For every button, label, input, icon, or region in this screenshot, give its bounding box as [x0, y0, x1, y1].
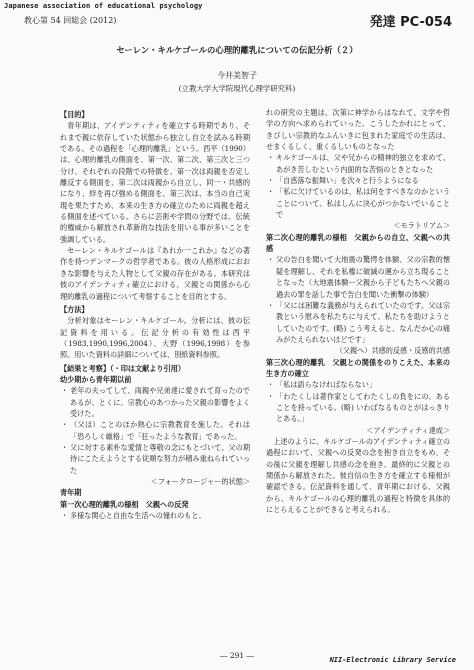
- bullet-text: 「私に欠けているのは、私は何をすべきなのかということについて、私はしんに決心がつかないでいることで: [276, 187, 450, 220]
- page-number: ― 291 ―: [219, 651, 255, 660]
- presentation-code: 発達 PC-054: [369, 15, 452, 30]
- section-heading: 【方法】: [60, 304, 89, 314]
- bullet-dot-icon: ・: [267, 391, 275, 401]
- status-note: ＜フォークロージャー的状態＞: [150, 477, 250, 486]
- bullet-item: [266, 391, 450, 425]
- bullet-item: [266, 379, 450, 390]
- bullet-item: [266, 186, 450, 220]
- bullet-text: 「自惑落な振舞い」を次々と行うようになる: [276, 176, 419, 186]
- author-affiliation: (立教大学大学院現代心理学研究科): [178, 84, 296, 93]
- bullet-item: [266, 300, 450, 345]
- body-paragraph: 青年期は、アイデンティティを確立する時期であり、それまで親に依存していた状態から独立し自立を試みる時期である。その過程を「心理的離乳」という。西平（1990）は、心理的離乳の側面を、第一次、第二次、第三次と三つ分け、それぞれの段階での特徴を、第一次は両親を否定し離反する側面を、第二次は両親から自立し、同一・共感的になり、絆を再び強める側面を、第三次は、本当の自己実現を果たすため、本来の生き方の確立のために両親を超える側面を述べている。さらに芸術や学問の分野では、伝統的権威から解放され革新的な技法を用いる事が多いことを強調している。: [60, 121, 250, 244]
- body-paragraph: れの研究の主題は、次第に神学からはなれて、文学や哲学の方向へ求められていった。こうしたかれにとって、きびしい宗教的なふんいきに包まれた家庭での生活は、せまくるしく、重くるしいものとなった: [266, 108, 450, 152]
- subsection-heading: 第一次心理的離乳の様相 父親への反発: [60, 499, 189, 509]
- subsection-heading: 幼少期から青年期以前: [60, 374, 132, 384]
- body-paragraph: 上述のように、キルケゴールのアイデンティティ確立の過程において、父親への反発の念を抱き自立をもめ、その後に父親を理解し共感の念を抱き、最終的に父親との関係から解放された。彼自信の生き方を確立する様相が確認できる。伝記資料を通して、青年期における、父親から、キルケゴールの心理的離乳の過程と特徴を具体的にとらえることができると考えられる。: [266, 436, 450, 515]
- bullet-dot-icon: ・: [61, 386, 69, 396]
- bullet-dot-icon: ・: [61, 442, 69, 452]
- bullet-dot-icon: ・: [267, 255, 275, 265]
- author-name: 今井美智子: [217, 71, 257, 80]
- bullet-text: 「わたくしは著作家としてわたくしの負をにの、あることを持っている。(略) いわばなるものとがはっきりとある。」: [276, 391, 450, 424]
- bullet-dot-icon: ・: [267, 380, 275, 390]
- bullet-text: 老年の夫ってして、両親や兄弟達に愛されて育ったのであるが、とくに、宗教心のあつかった父親の影響をよく受けた。: [70, 386, 250, 418]
- section-heading: 【目的】: [60, 110, 89, 119]
- library-service-footer: NII-Electronic Library Service: [329, 656, 456, 664]
- bullet-item: [60, 442, 250, 476]
- bullet-dot-icon: ・: [267, 300, 275, 310]
- association-name: Japanese association of educational psychology: [4, 2, 203, 10]
- right-column: [266, 107, 450, 515]
- bullet-dot-icon: ・: [267, 153, 275, 163]
- body-paragraph: 分析対象はセーレン・キルケゴール。分析には、彼の伝記資料を用いる。伝記分析の有効性は西平（1983,1990,1996,2004）、大野（1996,1998）を参照。用いた資料の詳細については、別紙資料参照。: [60, 316, 250, 360]
- bullet-text: （父は）ことのほか熱心に宗教教育を施した。それは「恐ろしく厳格」で「狂ったような教育」であった。: [70, 420, 250, 441]
- status-note: ＜モラトリアム＞: [393, 221, 450, 231]
- bullet-item: [266, 152, 450, 175]
- section-heading: 【結果と考察】（・印は文献より引用）: [60, 363, 185, 373]
- bullet-dot-icon: ・: [61, 420, 69, 430]
- left-column: [60, 107, 250, 521]
- bullet-dot-icon: ・: [267, 187, 275, 197]
- status-note: ＜アイデンティティ達成＞: [366, 425, 450, 435]
- bullet-text: 「私は語らなければならない」: [276, 380, 376, 390]
- bullet-dot-icon: ・: [61, 511, 69, 521]
- bullet-text: キルケゴールは、父や兄からの精神的独立を求めて、あがき苦しむという内面的な苦悩のときとなった: [276, 153, 450, 174]
- bullet-text: 「父には困難な義務が与えられていたのです。父は宗教という慰みを私たちに与えて、私たちを助けようとしていたのです。(略) こう考えると、なんだか心の痛みがたえられないほどです」: [276, 300, 450, 344]
- body-paragraph: セーレン・キルケゴールは『あれか一これか』などの著作を持つデンマークの哲学者である。彼の人格形成におおきな影響を与えた人物として父親の存在がある。本研究は彼のアイデンティティ確立における、父親との関係から心理的離乳の過程について考察することを目的とする。: [60, 246, 250, 301]
- status-note: （父親へ）共感的反感・反感的共感: [335, 346, 450, 356]
- meeting-label: 教心第 54 回総会 (2012): [24, 16, 117, 25]
- subsection-heading: 第三次心理的離乳 父親との関係をのりこえた、本来の生き方の確立: [266, 357, 450, 378]
- bullet-dot-icon: ・: [267, 176, 275, 186]
- bullet-item: [60, 385, 250, 419]
- bullet-item: [266, 175, 450, 186]
- subsection-heading: 第二次心理的離乳の様相 父親からの自立、父親への共感: [266, 232, 450, 254]
- bullet-item: [60, 419, 250, 442]
- bullet-text: 父に対する素朴な愛情と尊敬の念にもとづいて、父の期待にこたえようとする従順な努力が積み重ねられていった: [70, 442, 250, 475]
- bullet-item: [60, 510, 250, 521]
- bullet-text: 父の告白を聞いて大地震の驚愕を体験、父の宗教的懐疑を理解し、それを私権に破滅の運から立ち現ることとなった（大地震体験ー父親から子どもたちへ父親の過去の罪を話した事で告白を聞いた衝撃の体験）: [276, 255, 450, 299]
- paper-title: セーレン・キルケゴールの心理的離乳についての伝記分析（２）: [116, 45, 358, 55]
- subsection-heading: 青年期: [60, 488, 82, 498]
- bullet-item: [266, 254, 450, 299]
- bullet-text: 多様な関心と自由な生活への憧れのもと、: [70, 511, 206, 521]
